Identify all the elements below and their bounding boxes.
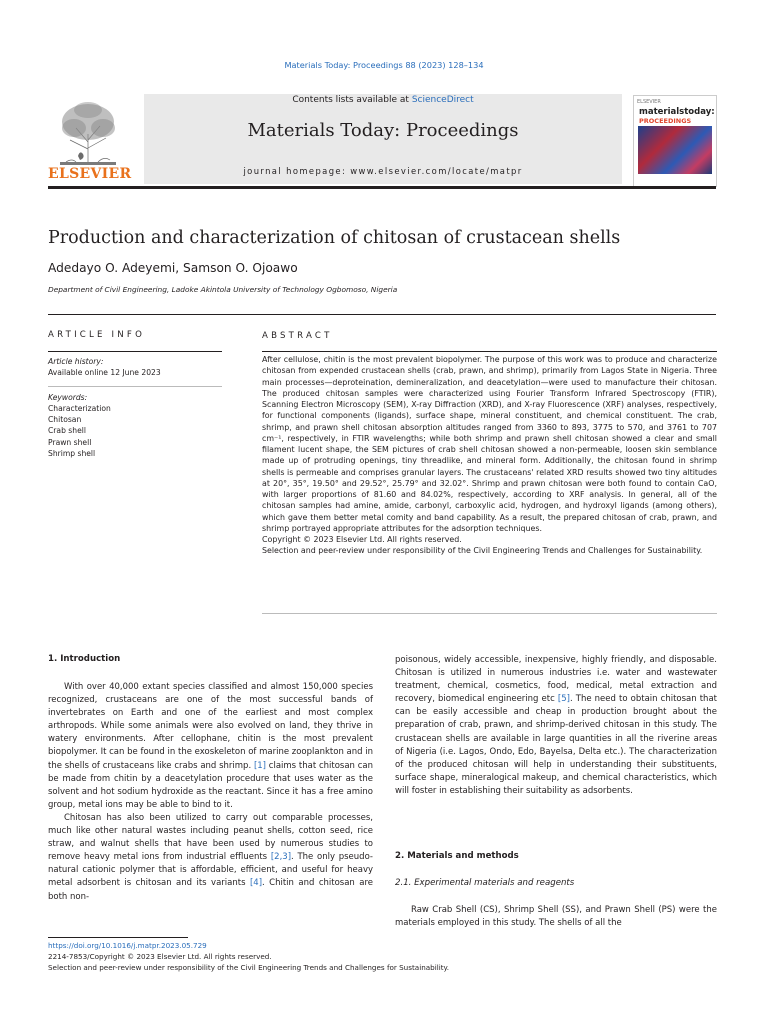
divider (48, 386, 222, 387)
footer-rule (48, 937, 188, 938)
methods-paragraph-1: Raw Crab Shell (CS), Shrimp Shell (SS), and Prawn Shell (PS) were the materials employed in this study. The shells of all the (395, 905, 717, 929)
keyword: Crab shell (48, 426, 86, 436)
abstract-heading: ABSTRACT (262, 331, 333, 341)
homepage-prefix: journal homepage: (243, 166, 351, 176)
article-info-heading: ARTICLE INFO (48, 330, 146, 340)
divider (48, 314, 716, 315)
sciencedirect-link[interactable]: ScienceDirect (411, 95, 474, 105)
text: claims that chitosan can be made from chitin by a deacetylation procedure that uses water as the solvent and hot sodium hydroxide as the reactant. Since it has a free amino group, metal ions may be able to bind to it. (48, 760, 373, 810)
doi-link[interactable]: https://doi.org/10.1016/j.matpr.2023.05.729 (48, 941, 207, 950)
citation-link[interactable]: [4] (249, 878, 263, 889)
keywords-list (48, 403, 111, 459)
text: With over 40,000 extant species classified and almost 150,000 species recognized, crustaceans are one of the most successful bands of invertebrates on Earth and one of the earliest and most complex arthropods. While some animals were also evolved on land, they thrive in watery environments. After cellophane, chitin is the most prevalent biopolymer. It can be found in the exoskeleton of marine zooplankton and in the shells of crustaceans like crabs and shrimp. (48, 682, 373, 771)
abstract-review-note: Selection and peer-review under responsibility of the Civil Engineering Trends and Challenges for Sustainability. (262, 546, 703, 556)
text: . The need to obtain chitosan that can be easily accessible and cheap in production brought about the preparation of crab, prawn, and shrimp-derived chitosan in this study. The crustacean shells are available in large quantities in all the riverine areas of Nigeria (i.e. Lagos, Ondo, Edo, Bayelsa, Delta etc.). The characterization of the produced chitosan will help in understanding their substituents, surface shape, mineralogical makeup, and chemical characteristics, which will foster in establishing their suitability as adsorbents. (395, 694, 717, 796)
contents-prefix: Contents lists available at (292, 95, 412, 105)
paper-title: Production and characterization of chitosan of crustacean shells (48, 228, 621, 248)
left-column (48, 681, 373, 904)
keyword: Chitosan (48, 415, 82, 425)
methods-heading: 2. Materials and methods (395, 851, 519, 861)
right-column (395, 654, 717, 798)
keyword: Characterization (48, 404, 111, 413)
footer-review-note: Selection and peer-review under responsibility of the Civil Engineering Trends and Challenges for Sustainability. (48, 962, 450, 972)
journal-cover-image[interactable] (633, 95, 717, 187)
contents-line (144, 95, 622, 105)
text: poisonous, widely accessible, inexpensive, highly friendly, and disposable. Chitosan is utilized in numerous industries i.e. water and wastewater treatment, chemical, cosmetics, food, medical, metal extraction and recovery, biomedical engineering etc (395, 655, 717, 705)
text: . The only pseudo-natural cationic polymer that is affordable, efficient, and useful for heavy metal adsorbent is chitosan and its variants (48, 852, 373, 889)
text: Chitosan has also been utilized to carry out comparable processes, much like other natural wastes including peanut shells, cotton seed, rice straw, and walnut shells that have been used by numerous studies to remove heavy metal ions from industrial effluents (48, 812, 373, 863)
methods-subheading: 2.1. Experimental materials and reagents (395, 878, 575, 888)
cover-brand: ELSEVIER (637, 99, 661, 105)
authors: Adedayo O. Adeyemi, Samson O. Ojoawo (48, 261, 298, 275)
divider (262, 613, 717, 614)
introduction-heading: 1. Introduction (48, 654, 121, 664)
abstract-body (262, 354, 717, 557)
divider (262, 351, 717, 352)
abstract-copyright: Copyright © 2023 Elsevier Ltd. All rights reserved. (262, 535, 462, 544)
citation-link[interactable]: [1] (253, 760, 266, 771)
intro-paragraph-continued (395, 654, 717, 798)
cover-title: materialstoday: (639, 107, 715, 117)
issn-copyright: 2214-7853/Copyright © 2023 Elsevier Ltd. All rights reserved. (48, 951, 272, 961)
cover-subtitle: PROCEEDINGS (639, 117, 692, 125)
citation-link[interactable]: [5] (557, 694, 570, 705)
keywords-label: Keywords: (48, 393, 88, 402)
affiliation: Department of Civil Engineering, Ladoke Akintola University of Technology Ogbomoso, Nigeria (48, 285, 398, 294)
article-history-value: Available online 12 June 2023 (48, 368, 161, 377)
methods-text (395, 904, 717, 930)
journal-title[interactable]: Materials Today: Proceedings (247, 120, 519, 141)
journal-reference[interactable]: Materials Today: Proceedings 88 (2023) 128–134 (284, 60, 484, 70)
elsevier-wordmark[interactable]: ELSEVIER (48, 166, 132, 182)
article-history-label: Article history: (48, 357, 104, 366)
abstract-text: After cellulose, chitin is the most prevalent biopolymer. The purpose of this work was to produce and characterize chitosan from expended crustacean shells (crab, prawn, and shrimp), primarily from Lagos State in Nigeria. Three main processes—deproteination, demineralization, and deacetylation—were used to manufacture their chitosan. The produced chitosan samples were characterized using Fourier Transform Infrared Spectroscopy (FTIR), Scanning Electron Microscopy (SEM), X-ray Diffraction (XRD), and X-ray Fluorescence (XRF) analyses, respectively, for functional components (ligands), surface shape, mineral constituent, and chemical constituent. The crab, shrimp, and prawn shell chitosan absorption altitudes ranged from 3360 to 893, 3775 to 570, and 3761 to 707 cm⁻¹, respectively, in FTIR wavelengths; while both shrimp and prawn shell chitosan showed a clear and small filament lucent shape, the SEM pictures of crab shell chitosan showed a non-permeable, loosen skin semblance made up of protruding openings, tiny threadlike, and mineral form. Additionally, the chitosan found in shrimp shells is permeable and comprises granular layers. The crustaceans' related XRD results showed two tiny altitudes at 20°, 35°, 19.50° and 29.52°, 25.79° and 32.02°. Shrimp and prawn chitosan were both found to contain CaO, with larger proportions of 81.60 and 84.02%, respectively, according to XRF analysis. In general, all of the chitosan samples had amine, amide, carbonyl, carboxylic acid, hydrogen, and hydroxyl ligands (among others), which gave them better metal comity and band capability. As a result, the prepared chitosan of crab, prawn, and shrimp portrayed appropriate attributes for the adsorption techniques. (262, 355, 717, 533)
intro-paragraph-1 (48, 681, 373, 812)
homepage-link[interactable]: www.elsevier.com/locate/matpr (350, 166, 523, 176)
cover-artwork (638, 126, 712, 174)
keyword: Prawn shell (48, 437, 92, 447)
citation-link[interactable]: [2,3] (270, 852, 292, 863)
divider (48, 351, 222, 352)
journal-homepage (144, 166, 622, 176)
text: . Chitin and chitosan are both non- (48, 878, 373, 902)
keyword: Shrimp shell (48, 448, 96, 458)
header-rule (48, 186, 716, 189)
intro-paragraph-2 (48, 812, 373, 904)
footer (48, 941, 449, 973)
